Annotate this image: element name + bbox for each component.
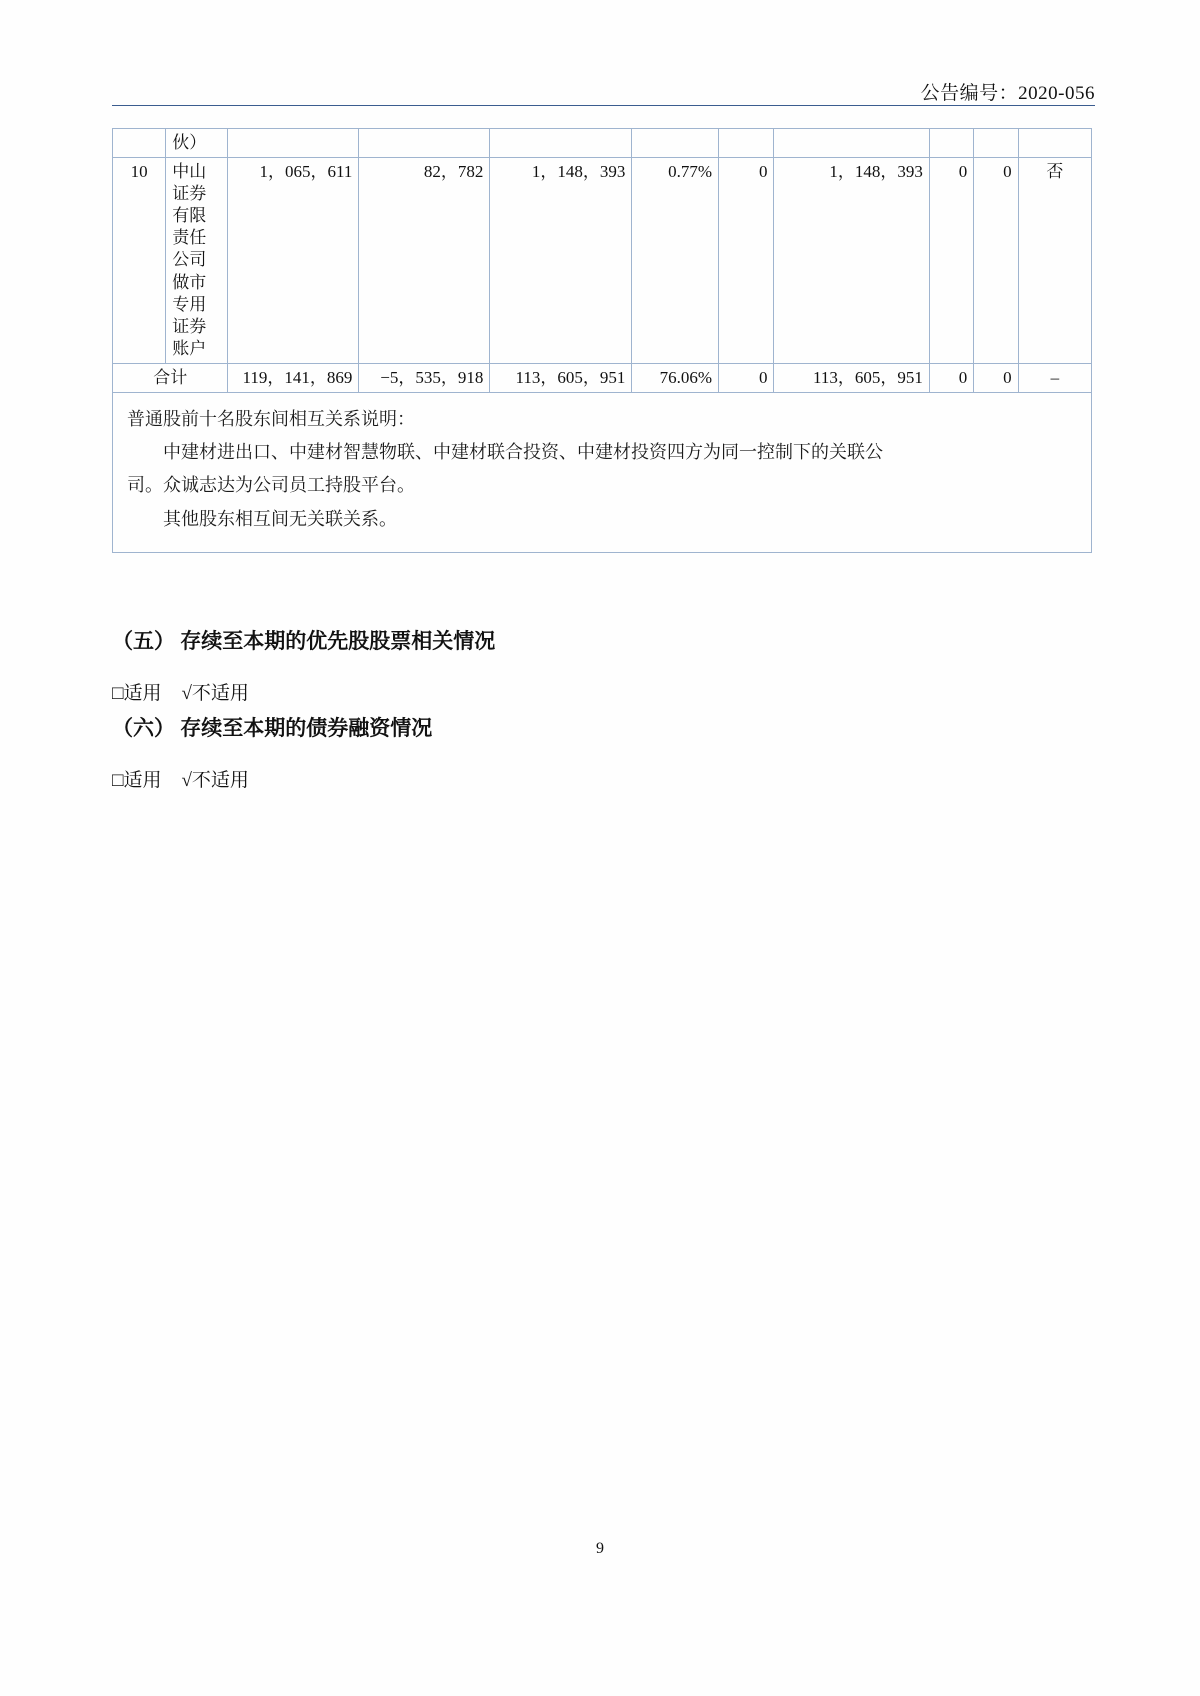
total-period-start: 119，141，869 [228, 363, 359, 392]
cell-index: 10 [113, 158, 166, 364]
checkbox-applicable-preferred[interactable]: □适用 [112, 683, 162, 704]
shareholders-table-container [112, 128, 1092, 553]
table-row-continued [113, 129, 1092, 158]
checkbox-not-applicable-preferred[interactable]: √不适用 [181, 683, 249, 704]
cell-ratio: 0.77% [632, 158, 719, 364]
cell-flag [1018, 129, 1091, 158]
cell-change [359, 129, 490, 158]
total-pledged: 0 [929, 363, 973, 392]
cell-frozen: 0 [974, 158, 1018, 364]
cell-pledged: 0 [929, 158, 973, 364]
cell-period-start [228, 129, 359, 158]
shareholder-name: 中山证券有限责任公司做市专用证券账户 [172, 162, 207, 358]
note-line-1: 中建材进出口、中建材智慧物联、中建材联合投资、中建材投资四方为同一控制下的关联公 [163, 441, 883, 462]
section-choice-preferred-shares [112, 678, 1092, 705]
table-row [113, 158, 1092, 364]
cell-change: 82，782 [359, 158, 490, 364]
cell-index [113, 129, 166, 158]
cell-period-start: 1，065，611 [228, 158, 359, 364]
cell-pledged [929, 129, 973, 158]
section-heading-preferred-shares: （五） 存续至本期的优先股股票相关情况 [112, 629, 496, 653]
cell-period-end [490, 129, 632, 158]
cell-market-maker-flag: 否 [1018, 158, 1091, 364]
header-divider [112, 105, 1095, 106]
page-number: 9 [596, 1540, 604, 1557]
cell-unrestricted: 1，148，393 [774, 158, 929, 364]
total-flag: – [1018, 363, 1091, 392]
cell-ratio [632, 129, 719, 158]
note-line-2: 司。众诚志达为公司员工持股平台。 [127, 475, 415, 496]
cell-frozen [974, 129, 1018, 158]
section-heading-bond-financing: （六） 存续至本期的债券融资情况 [112, 716, 433, 740]
section-choice-bond-financing [112, 765, 1092, 792]
total-label: 合计 [113, 363, 228, 392]
checkbox-applicable-bond[interactable]: □适用 [112, 770, 162, 791]
cell-period-end: 1，148，393 [490, 158, 632, 364]
note-line-3: 其他股东相互间无关联关系。 [163, 508, 397, 529]
shareholders-table [112, 128, 1092, 393]
total-frozen: 0 [974, 363, 1018, 392]
cell-restricted: 0 [719, 158, 774, 364]
total-ratio: 76.06% [632, 363, 719, 392]
total-period-end: 113，605，951 [490, 363, 632, 392]
cell-name-continued [166, 129, 228, 158]
cell-unrestricted [774, 129, 929, 158]
total-change: −5，535，918 [359, 363, 490, 392]
cell-shareholder-name [166, 158, 228, 364]
table-total-row [113, 363, 1092, 392]
shareholder-relationship-note [112, 393, 1092, 553]
note-title: 普通股前十名股东间相互关系说明： [127, 408, 415, 429]
shareholder-name-continued: 伙） [172, 133, 207, 152]
cell-restricted [719, 129, 774, 158]
total-unrestricted: 113，605，951 [774, 363, 929, 392]
total-restricted: 0 [719, 363, 774, 392]
announcement-number: 公告编号：2020-056 [920, 83, 1095, 104]
checkbox-not-applicable-bond[interactable]: √不适用 [181, 770, 249, 791]
